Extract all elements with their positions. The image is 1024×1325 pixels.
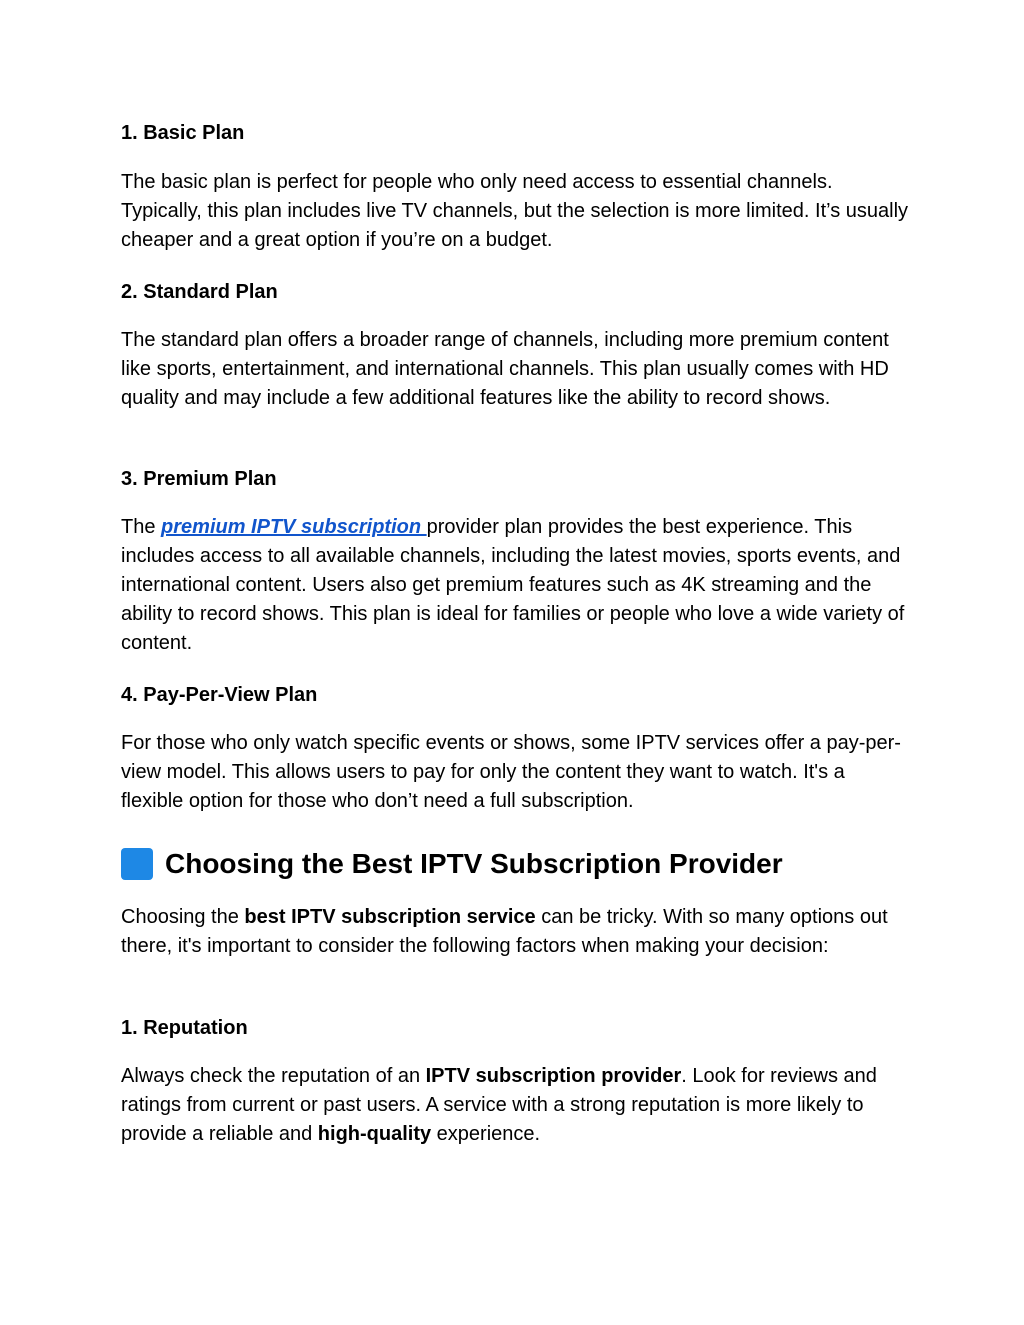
pay-per-view-heading: 4. Pay-Per-View Plan <box>121 684 318 706</box>
choosing-post-text: can be tricky. With so many options out there, it's important to consider the following factors when making your decision: <box>121 906 888 957</box>
basic-plan-heading: 1. Basic Plan <box>121 122 245 144</box>
reputation-heading: 1. Reputation <box>121 1017 248 1039</box>
reputation-bold-provider: IPTV subscription provider <box>425 1065 682 1087</box>
pay-per-view-paragraph: For those who only watch specific events or shows, some IPTV services offer a pay-per-view model. This allows users to pay for only the content they want to watch. It's a flexible option for those who don’t need a full subscription. <box>121 732 901 812</box>
standard-plan-paragraph: The standard plan offers a broader range of channels, including more premium content like sports, entertainment, and international channels. This plan usually comes with HD quality and may include a few additional features like the ability to record shows. <box>121 329 889 409</box>
choosing-provider-paragraph <box>121 903 911 961</box>
reputation-bold-quality: high-quality <box>317 1123 432 1145</box>
reputation-mid-text: . Look for reviews and ratings from current or past users. A service with a strong reputation is more likely to provide a reliable and <box>121 1065 877 1145</box>
reputation-post-text: experience. <box>431 1123 541 1145</box>
choosing-pre-text: Choosing the <box>121 906 245 928</box>
reputation-pre-text: Always check the reputation of an <box>121 1065 426 1087</box>
basic-plan-paragraph: The basic plan is perfect for people who only need access to essential channels. Typically, this plan includes live TV channels, but the selection is more limited. It’s usually cheaper and a great option if you’re on a budget. <box>121 171 909 251</box>
premium-iptv-subscription-link[interactable]: premium IPTV subscription <box>161 516 427 538</box>
choosing-provider-title: Choosing the Best IPTV Subscription Provider <box>165 848 783 879</box>
reputation-paragraph <box>121 1062 911 1149</box>
standard-plan-heading: 2. Standard Plan <box>121 281 278 303</box>
premium-pre-text: The <box>121 516 162 538</box>
premium-post-text: provider plan provides the best experience. This includes access to all available channels, including the latest movies, sports events, and international content. Users also get premium features such as 4K streaming and the ability to record shows. This plan is ideal for families or people who love a wide variety of content. <box>121 516 905 654</box>
choosing-bold-text: best IPTV subscription service <box>244 906 536 928</box>
blue-square-icon <box>121 848 153 880</box>
choosing-provider-heading <box>121 846 911 882</box>
premium-plan-paragraph <box>121 513 911 658</box>
premium-plan-heading: 3. Premium Plan <box>121 468 277 490</box>
